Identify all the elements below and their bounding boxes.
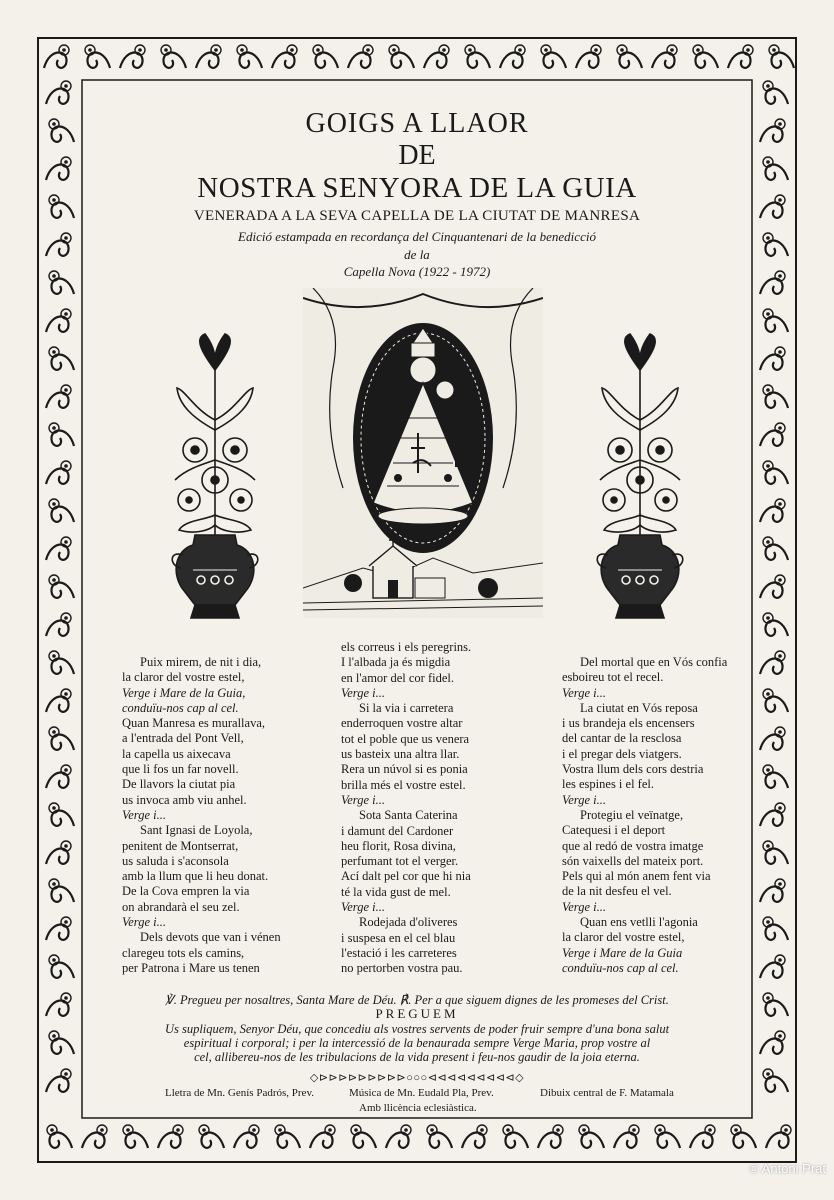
- subtitle: VENERADA A LA SEVA CAPELLA DE LA CIUTAT DE MANRESA: [193, 208, 641, 224]
- prayer-line: cel, allibereu-nos de les tribulacions de la vida present i feu-nos gaudir de la joia eterna.: [194, 1050, 640, 1064]
- verse-column-2: [341, 640, 471, 977]
- verse-line: tot el poble que us venera: [341, 731, 470, 746]
- verse-line: amb la llum que li heu donat.: [122, 869, 269, 884]
- verse-line: la capella us aixecava: [122, 746, 231, 761]
- verse-line: la claror del vostre estel,: [122, 670, 245, 685]
- verse-column-1: [122, 655, 281, 976]
- verse-line: esboireu tot el recel.: [562, 670, 664, 685]
- verse-line: en l'amor del cor fidel.: [341, 670, 454, 685]
- edition-line-3: Capella Nova (1922 - 1972): [343, 264, 491, 279]
- verse-line: i us brandeja els encensers: [562, 716, 695, 731]
- verse-line: Verge i...: [562, 792, 606, 807]
- license-note: Amb llicència eclesiàstica.: [359, 1102, 477, 1114]
- preguem-heading: PREGUEM: [375, 1006, 459, 1021]
- versicle-response: ℣. Pregueu per nosaltres, Santa Mare de Déu. ℟. Per a que siguem dignes de les promeses del Crist.: [165, 993, 669, 1007]
- verse-line: la claror del vostre estel,: [562, 930, 685, 945]
- virgin-of-la-guia-woodcut: [303, 288, 543, 618]
- music-credit: Música de Mn. Eudald Pla, Prev.: [349, 1087, 494, 1099]
- verse-line: Verge i...: [341, 900, 385, 915]
- verse-line: Sota Santa Caterina: [359, 808, 458, 823]
- verse-line: enderroquen vostre altar: [341, 716, 463, 731]
- verse-line: que al redó de vostra imatge: [562, 838, 704, 853]
- drawing-credit: Dibuix central de F. Matamala: [540, 1087, 674, 1099]
- title-line-2: DE: [398, 140, 436, 171]
- verse-line: de la nit desfeu el vel.: [562, 884, 672, 899]
- title-line-1: GOIGS A LLAOR: [305, 108, 529, 139]
- verse-line: penitent de Montserrat,: [122, 838, 239, 853]
- verse-line: De llavors la ciutat pia: [122, 777, 236, 792]
- copyright-watermark: © Antoni Prat: [749, 1161, 826, 1176]
- verse-line: Quan Manresa es murallava,: [122, 716, 265, 731]
- verse-line: que li fos un far novell.: [122, 762, 239, 777]
- verse-line: Verge i...: [122, 807, 166, 822]
- verse-line: heu florit, Rosa divina,: [341, 838, 456, 853]
- verse-line: les espines i el fel.: [562, 777, 654, 792]
- edition-line-1: Edició estampada en recordança del Cinquantenari de la benedicció: [238, 229, 596, 244]
- verse-line: us saluda i s'aconsola: [122, 853, 229, 868]
- verse-line: del cantar de la resclosa: [562, 731, 682, 746]
- verse-line: Verge i Mare de la Guia,: [122, 685, 246, 700]
- verse-line: Puix mirem, de nit i dia,: [140, 655, 262, 669]
- verse-line: per Patrona i Mare us tenen: [122, 960, 260, 975]
- verse-line: Verge i Mare de la Guia: [562, 945, 683, 960]
- verse-line: Rodejada d'oliveres: [359, 915, 458, 930]
- edition-line-2: de la: [404, 247, 430, 262]
- prayer-line: espiritual i corporal; i per la intercessió de la benaurada sempre Verge Maria, prop vostre al: [183, 1036, 651, 1050]
- verse-line: De la Cova empren la via: [122, 884, 250, 899]
- closing-prayer: [100, 1022, 734, 1064]
- verse-line: els correus i els peregrins.: [341, 640, 472, 654]
- verse-line: l'estació i les carreteres: [341, 945, 457, 960]
- verse-line: brilla més el vostre estel.: [341, 777, 466, 792]
- verse-line: té la vida gust de mel.: [341, 884, 451, 899]
- verse-line: Quan ens vetlli l'agonia: [580, 915, 698, 930]
- verse-line: Verge i...: [562, 899, 606, 914]
- verse-line: són vaixells del mateix port.: [562, 853, 704, 868]
- prayer-line: Us supliquem, Senyor Déu, que concediu als vostres servents de poder fruir sempre d'una bona salut: [164, 1022, 670, 1036]
- verse-line: Catequesi i el deport: [562, 823, 666, 838]
- verse-line: i damunt del Cardoner: [341, 823, 454, 838]
- left-flower-vase-image: [165, 330, 265, 630]
- verse-line: Verge i...: [341, 685, 385, 700]
- verse-line: Pels qui al món anem fent via: [562, 869, 711, 884]
- verse-line: us invoca amb viu anhel.: [122, 792, 247, 807]
- verse-line: Sant Ignasi de Loyola,: [140, 823, 253, 838]
- verse-line: i suspesa en el cel blau: [341, 930, 456, 945]
- verse-line: claregeu tots els camins,: [122, 945, 245, 960]
- right-flower-vase-image: [590, 330, 690, 630]
- verse-line: Dels devots que van i vénen: [140, 930, 281, 945]
- verse-line: Ací dalt pel cor que hi nia: [341, 869, 471, 884]
- verse-line: i el pregar dels viatgers.: [562, 746, 682, 761]
- verse-line: conduïu-nos cap al cel.: [562, 960, 679, 975]
- ornament-divider: ◇⊳⊳⊳⊳⊳⊳⊳⊳⊳○○○⊲⊲⊲⊲⊲⊲⊲⊲⊲◇: [309, 1072, 525, 1084]
- verse-line: I l'albada ja és migdia: [341, 655, 451, 670]
- verse-line: Vostra llum dels cors destria: [562, 762, 704, 777]
- verse-line: La ciutat en Vós reposa: [580, 700, 698, 715]
- verse-line: no pertorben vostra pau.: [341, 961, 463, 976]
- verse-line: a l'entrada del Pont Vell,: [122, 731, 244, 746]
- title-line-3: NOSTRA SENYORA DE LA GUIA: [197, 172, 637, 204]
- lyrics-credit: Lletra de Mn. Genís Padrós, Prev.: [165, 1087, 314, 1099]
- verse-line: us basteix una altra llar.: [341, 747, 460, 762]
- verse-column-3: [562, 655, 727, 976]
- verse-line: Del mortal que en Vós confia: [580, 655, 728, 669]
- verse-line: Rera un núvol si es ponia: [341, 762, 468, 777]
- verse-line: perfumant tot el verger.: [341, 854, 459, 869]
- verse-line: on abrandarà el seu zel.: [122, 899, 240, 914]
- verse-line: Protegiu el veïnatge,: [580, 807, 684, 822]
- verse-line: Verge i...: [341, 792, 385, 807]
- verse-line: conduïu-nos cap al cel.: [122, 700, 239, 715]
- verse-line: Si la via i carretera: [359, 701, 454, 716]
- verse-line: Verge i...: [122, 915, 166, 930]
- verse-line: Verge i...: [562, 685, 606, 700]
